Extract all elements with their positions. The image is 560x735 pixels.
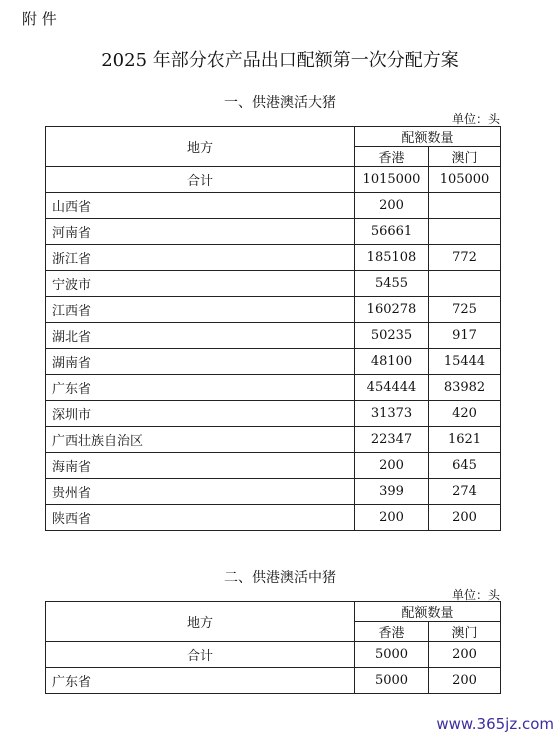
attachment-label: 附 件 [22,10,57,28]
hongkong-cell: 200 [355,453,429,479]
total-hongkong: 1015000 [355,167,429,193]
table-row [46,453,501,479]
macau-cell: 274 [429,479,501,505]
hongkong-cell: 22347 [355,427,429,453]
macau-cell: 200 [429,668,501,694]
region-cell: 贵州省 [46,479,355,505]
section-title-medium-pigs: 二、供港澳活中猪 [224,570,336,586]
table-row [46,668,501,694]
region-cell: 广东省 [46,668,355,694]
header-quota: 配额数量 [355,127,501,147]
total-row [46,167,501,193]
table-row [46,193,501,219]
total-label: 合计 [46,642,355,668]
quota-table-medium-pigs [45,601,501,694]
region-cell: 湖南省 [46,349,355,375]
hongkong-cell: 5000 [355,668,429,694]
table-row [46,219,501,245]
total-hongkong: 5000 [355,642,429,668]
region-cell: 湖北省 [46,323,355,349]
region-cell: 陕西省 [46,505,355,531]
macau-cell [429,193,501,219]
macau-cell [429,219,501,245]
region-cell: 江西省 [46,297,355,323]
region-cell: 深圳市 [46,401,355,427]
hongkong-cell: 56661 [355,219,429,245]
hongkong-cell: 50235 [355,323,429,349]
hongkong-cell: 399 [355,479,429,505]
table-body [46,167,501,531]
region-cell: 河南省 [46,219,355,245]
region-cell: 海南省 [46,453,355,479]
header-region: 地方 [46,127,355,167]
header-hongkong: 香港 [355,622,429,642]
hongkong-cell: 185108 [355,245,429,271]
macau-cell: 1621 [429,427,501,453]
total-row [46,642,501,668]
table-row [46,349,501,375]
unit-label: 单位：头 [451,112,500,126]
table-row [46,479,501,505]
table-row [46,505,501,531]
unit-label: 单位：头 [451,588,500,602]
table-row [46,245,501,271]
table-row [46,323,501,349]
table-body [46,642,501,694]
table-row [46,271,501,297]
header-macau: 澳门 [429,147,501,167]
hongkong-cell: 200 [355,505,429,531]
hongkong-cell: 200 [355,193,429,219]
hongkong-cell: 454444 [355,375,429,401]
header-macau: 澳门 [429,622,501,642]
macau-cell: 83982 [429,375,501,401]
hongkong-cell: 160278 [355,297,429,323]
region-cell: 广西壮族自治区 [46,427,355,453]
macau-cell: 725 [429,297,501,323]
macau-cell [429,271,501,297]
table-row [46,375,501,401]
table-row [46,427,501,453]
region-cell: 浙江省 [46,245,355,271]
total-macau: 105000 [429,167,501,193]
watermark: www.365jz.com [436,715,554,733]
macau-cell: 645 [429,453,501,479]
macau-cell: 200 [429,505,501,531]
macau-cell: 917 [429,323,501,349]
region-cell: 广东省 [46,375,355,401]
macau-cell: 420 [429,401,501,427]
macau-cell: 15444 [429,349,501,375]
region-cell: 山西省 [46,193,355,219]
hongkong-cell: 31373 [355,401,429,427]
table-row [46,297,501,323]
header-quota: 配额数量 [355,602,501,622]
header-region: 地方 [46,602,355,642]
hongkong-cell: 48100 [355,349,429,375]
quota-table-large-pigs [45,126,501,531]
region-cell: 宁波市 [46,271,355,297]
total-macau: 200 [429,642,501,668]
total-label: 合计 [46,167,355,193]
section-title-large-pigs: 一、供港澳活大猪 [224,95,336,111]
table-row [46,401,501,427]
hongkong-cell: 5455 [355,271,429,297]
header-hongkong: 香港 [355,147,429,167]
document-title: 2025 年部分农产品出口配额第一次分配方案 [101,50,459,71]
macau-cell: 772 [429,245,501,271]
